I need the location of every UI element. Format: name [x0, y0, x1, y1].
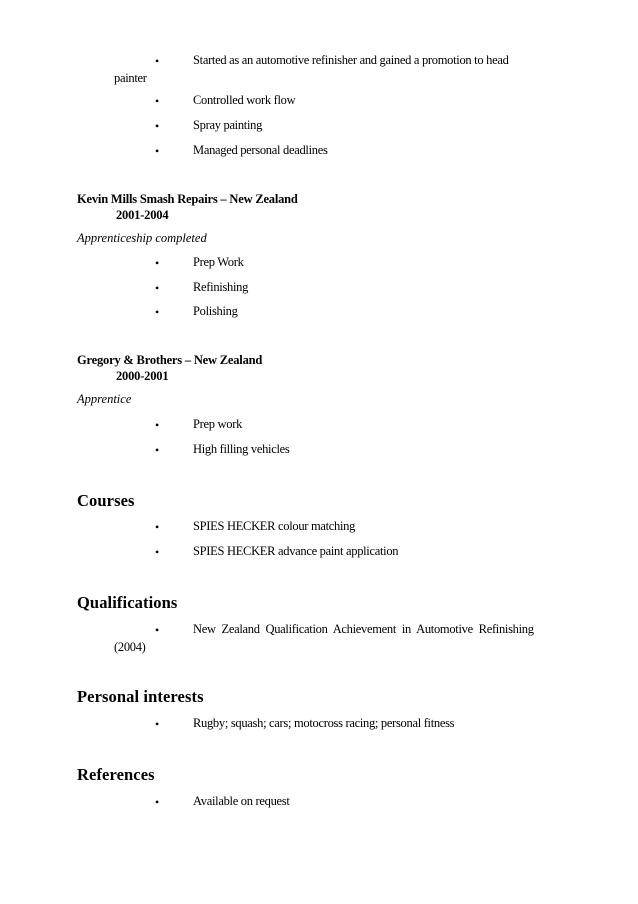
bullet-glyph: •	[155, 54, 160, 68]
bullet-glyph: •	[155, 94, 160, 108]
job-years: 2001-2004	[116, 208, 169, 222]
bullet-glyph: •	[155, 144, 160, 158]
list-item: SPIES HECKER colour matching	[193, 519, 356, 533]
job-role: Apprentice	[77, 392, 132, 406]
list-item: Refinishing	[193, 280, 249, 294]
bullet-glyph: •	[155, 795, 160, 809]
bullet-glyph: •	[155, 305, 160, 319]
bullet-glyph: •	[155, 717, 160, 731]
list-item: Managed personal deadlines	[193, 143, 328, 157]
job-role: Apprenticeship completed	[77, 231, 207, 245]
list-item: High filling vehicles	[193, 442, 290, 456]
list-item: Controlled work flow	[193, 93, 296, 107]
job-company: Gregory & Brothers – New Zealand	[77, 353, 263, 367]
list-item: Polishing	[193, 304, 238, 318]
bullet-glyph: •	[155, 281, 160, 295]
list-item-continuation: painter	[114, 71, 147, 85]
list-item: SPIES HECKER advance paint application	[193, 544, 399, 558]
list-item: Available on request	[193, 794, 290, 808]
bullet-glyph: •	[155, 418, 160, 432]
list-item: Prep Work	[193, 255, 244, 269]
section-heading-qualifications: Qualifications	[77, 593, 178, 612]
list-item: Spray painting	[193, 118, 263, 132]
list-item: New Zealand Qualification Achievement in Automotive Refinishing	[193, 622, 534, 636]
section-heading-courses: Courses	[77, 491, 135, 510]
list-item: Started as an automotive refinisher and gained a promotion to head	[193, 53, 509, 67]
bullet-glyph: •	[155, 119, 160, 133]
bullet-glyph: •	[155, 520, 160, 534]
bullet-glyph: •	[155, 443, 160, 457]
section-heading-references: References	[77, 765, 155, 784]
section-heading-interests: Personal interests	[77, 687, 204, 706]
list-item-continuation: (2004)	[114, 640, 146, 654]
bullet-glyph: •	[155, 545, 160, 559]
bullet-glyph: •	[155, 256, 160, 270]
job-company: Kevin Mills Smash Repairs – New Zealand	[77, 192, 298, 206]
list-item: Rugby; squash; cars; motocross racing; personal fitness	[193, 716, 455, 730]
job-years: 2000-2001	[116, 369, 169, 383]
list-item: Prep work	[193, 417, 243, 431]
bullet-glyph: •	[155, 623, 160, 637]
